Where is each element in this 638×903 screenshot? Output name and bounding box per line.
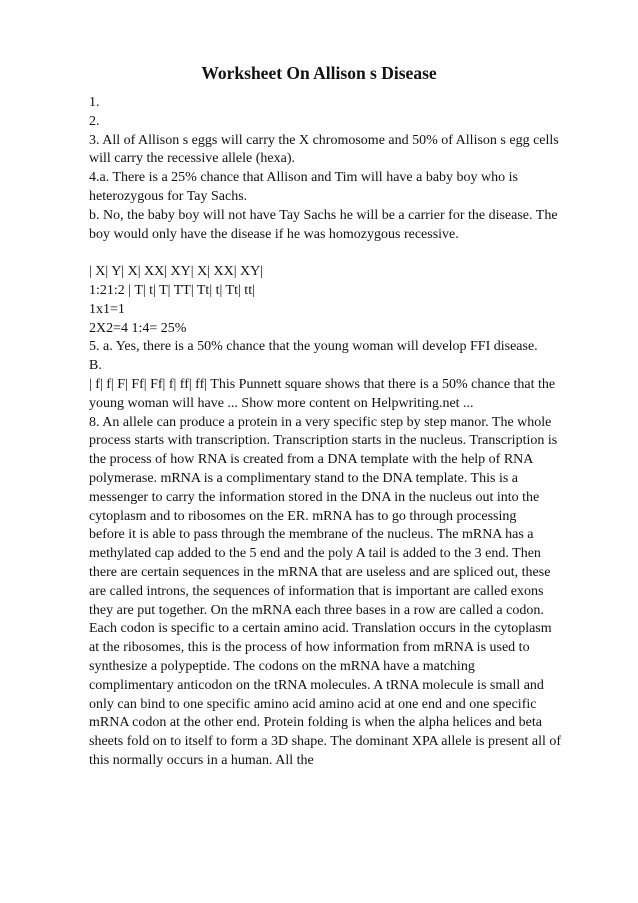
body-line: 1x1=1 bbox=[89, 301, 125, 317]
body-line: mRNA codon at the other end. Protein folding is when the alpha helices and beta bbox=[89, 715, 542, 731]
body-line: process starts with transcription. Transcription starts in the nucleus. Transcription is bbox=[89, 433, 558, 449]
body-line: will carry the recessive allele (hexa). bbox=[89, 151, 296, 167]
body-line: polymerase. mRNA is a complimentary stand to the DNA template. This is a bbox=[89, 470, 519, 486]
body-line: | f| f| F| Ff| Ff| f| ff| ff| This Punnett square shows that there is a 50% chance that the bbox=[89, 376, 556, 392]
body-line: only can bind to one specific amino acid amino acid at one end and one specific bbox=[89, 696, 537, 712]
body-line: 4.a. There is a 25% chance that Allison and Tim will have a baby boy who is bbox=[89, 170, 519, 186]
body-line: 8. An allele can produce a protein in a very specific step by step manor. The whole bbox=[89, 414, 552, 430]
body-line: messenger to carry the information stored in the DNA in the nucleus out into the bbox=[89, 489, 540, 505]
body-line: synthesize a polypeptide. The codons on the mRNA have a matching bbox=[89, 658, 475, 674]
document-title: Worksheet On Allison s Disease bbox=[201, 63, 437, 83]
body-line: young woman will have ... Show more content on Helpwriting.net ... bbox=[89, 395, 474, 411]
body-line: Each codon is specific to a certain amino acid. Translation occurs in the cytoplasm bbox=[89, 621, 552, 637]
body-line: the process of how RNA is created from a DNA template with the help of RNA bbox=[89, 452, 534, 468]
body-line: are called introns, the sequences of information that is important are called exons bbox=[89, 583, 544, 599]
body-line: 1. bbox=[89, 95, 100, 110]
body-line: b. No, the baby boy will not have Tay Sachs he will be a carrier for the disease. The bbox=[89, 207, 558, 223]
body-line: methylated cap added to the 5 end and the poly A tail is added to the 3 end. Then bbox=[89, 546, 541, 562]
body-line: 2X2=4 1:4= 25% bbox=[89, 320, 187, 336]
body-line: they are put together. On the mRNA each three bases in a row are called a codon. bbox=[89, 602, 544, 618]
body-line: heterozygous for Tay Sachs. bbox=[89, 188, 248, 204]
body-line: complimentary anticodon on the tRNA molecules. A tRNA molecule is small and bbox=[89, 677, 544, 693]
blank-line bbox=[89, 244, 599, 263]
body-line: this normally occurs in a human. All the bbox=[89, 752, 314, 768]
body-line: B. bbox=[89, 358, 102, 374]
body-line: 1:21:2 | T| t| T| TT| Tt| t| Tt| tt| bbox=[89, 282, 255, 298]
body-line: | X| Y| X| XX| XY| X| XX| XY| bbox=[89, 264, 264, 280]
body-line: there are certain sequences in the mRNA that are useless and are spliced out, these bbox=[89, 564, 551, 580]
body-line: 2. bbox=[89, 113, 100, 129]
body-line: 3. All of Allison s eggs will carry the X chromosome and 50% of Allison s egg cells bbox=[89, 132, 559, 148]
body-line: cytoplasm and to ribosomes on the ER. mRNA has to go through processing bbox=[89, 508, 517, 524]
body-line: at the ribosomes, this is the process of how information from mRNA is used to bbox=[89, 640, 530, 656]
body-line: before it is able to pass through the membrane of the nucleus. The mRNA has a bbox=[89, 527, 534, 543]
body-line: boy would only have the disease if he was homozygous recessive. bbox=[89, 226, 459, 242]
body-line: sheets fold on to itself to form a 3D shape. The dominant XPA allele is present all of bbox=[89, 734, 562, 750]
document-body bbox=[89, 94, 599, 771]
body-line: 5. a. Yes, there is a 50% chance that the young woman will develop FFI disease. bbox=[89, 339, 538, 355]
